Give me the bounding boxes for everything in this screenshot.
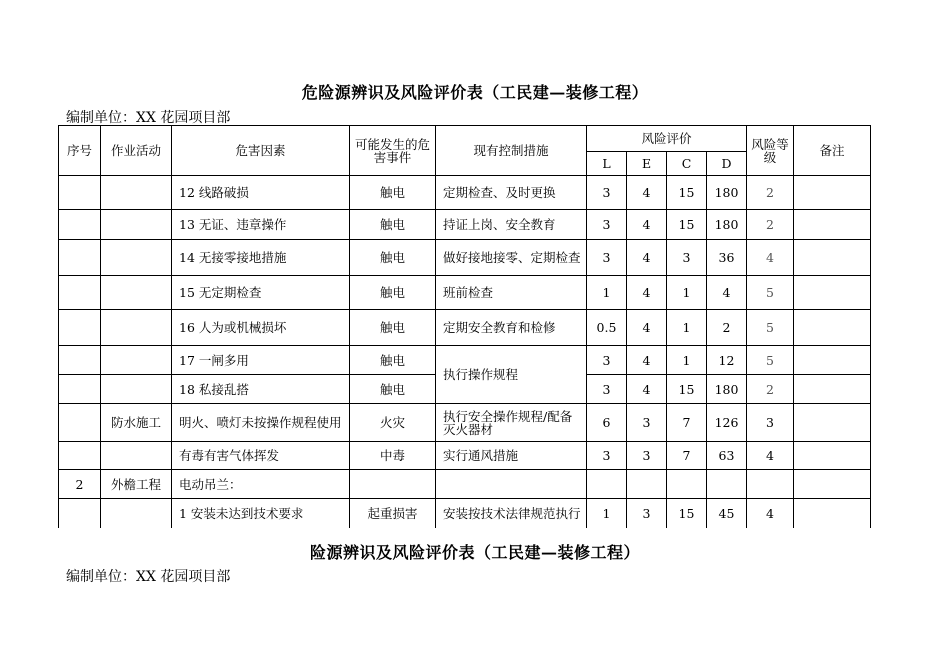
cell-hazard: 13 无证、违章操作 bbox=[172, 210, 350, 240]
cell-C bbox=[667, 470, 707, 499]
cell-activity bbox=[101, 375, 172, 404]
cell-activity bbox=[101, 346, 172, 375]
cell-measure: 班前检查 bbox=[436, 276, 587, 310]
cell-C: 15 bbox=[667, 210, 707, 240]
cell-event: 触电 bbox=[350, 210, 436, 240]
cell-measure: 定期检查、及时更换 bbox=[436, 176, 587, 210]
cell-activity bbox=[101, 442, 172, 470]
cell-level: 5 bbox=[747, 346, 794, 375]
cell-hazard: 电动吊兰： bbox=[172, 470, 350, 499]
cell-activity bbox=[101, 499, 172, 528]
cell-seq bbox=[59, 176, 101, 210]
cell-E: 4 bbox=[627, 310, 667, 346]
cell-seq bbox=[59, 276, 101, 310]
cell-event: 触电 bbox=[350, 346, 436, 375]
header-D: D bbox=[707, 152, 747, 176]
header-L: L bbox=[587, 152, 627, 176]
cell-E: 3 bbox=[627, 442, 667, 470]
cell-seq: 2 bbox=[59, 470, 101, 499]
cell-hazard: 17 一闸多用 bbox=[172, 346, 350, 375]
header-remark: 备注 bbox=[794, 126, 871, 176]
table-row bbox=[59, 210, 871, 240]
cell-remark bbox=[794, 240, 871, 276]
cell-D: 12 bbox=[707, 346, 747, 375]
cell-activity: 外檐工程 bbox=[101, 470, 172, 499]
cell-E: 4 bbox=[627, 240, 667, 276]
cell-hazard: 有毒有害气体挥发 bbox=[172, 442, 350, 470]
table-row bbox=[59, 499, 871, 528]
cell-event: 起重损害 bbox=[350, 499, 436, 528]
cell-activity bbox=[101, 176, 172, 210]
cell-D: 180 bbox=[707, 375, 747, 404]
cell-E: 4 bbox=[627, 375, 667, 404]
cell-seq bbox=[59, 404, 101, 442]
header-hazard: 危害因素 bbox=[172, 126, 350, 176]
cell-hazard: 1 安装未达到技术要求 bbox=[172, 499, 350, 528]
cell-level: 5 bbox=[747, 310, 794, 346]
cell-level: 4 bbox=[747, 442, 794, 470]
cell-D: 4 bbox=[707, 276, 747, 310]
cell-L: 3 bbox=[587, 210, 627, 240]
cell-L: 3 bbox=[587, 442, 627, 470]
cell-seq bbox=[59, 210, 101, 240]
cell-L: 3 bbox=[587, 240, 627, 276]
cell-seq bbox=[59, 310, 101, 346]
cell-seq bbox=[59, 442, 101, 470]
cell-E: 4 bbox=[627, 276, 667, 310]
cell-hazard: 12 线路破损 bbox=[172, 176, 350, 210]
cell-L: 1 bbox=[587, 276, 627, 310]
cell-C: 15 bbox=[667, 375, 707, 404]
table-row bbox=[59, 276, 871, 310]
cell-level: 4 bbox=[747, 240, 794, 276]
cell-event: 触电 bbox=[350, 240, 436, 276]
cell-activity: 防水施工 bbox=[101, 404, 172, 442]
table-title: 危险源辨识及风险评价表（工民建—装修工程） bbox=[301, 83, 649, 102]
compiling-unit-continued: 编制单位：XX 花园项目部 bbox=[66, 569, 231, 585]
cell-measure: 执行安全操作规程/配备灭火器材 bbox=[436, 404, 587, 442]
header-level: 风险等级 bbox=[747, 126, 794, 176]
cell-seq bbox=[59, 240, 101, 276]
cell-measure: 安装按技术法律规范执行 bbox=[436, 499, 587, 528]
cell-L: 1 bbox=[587, 499, 627, 528]
cell-C: 1 bbox=[667, 346, 707, 375]
table-row bbox=[59, 310, 871, 346]
header-measures: 现有控制措施 bbox=[436, 126, 587, 176]
cell-activity bbox=[101, 310, 172, 346]
cell-level bbox=[747, 470, 794, 499]
header-possible-event: 可能发生的危害事件 bbox=[350, 126, 436, 176]
header-activity: 作业活动 bbox=[101, 126, 172, 176]
cell-remark bbox=[794, 346, 871, 375]
cell-E: 4 bbox=[627, 176, 667, 210]
table-row bbox=[59, 442, 871, 470]
cell-measure: 做好接地接零、定期检查 bbox=[436, 240, 587, 276]
cell-C: 1 bbox=[667, 310, 707, 346]
cell-C: 7 bbox=[667, 442, 707, 470]
cell-remark bbox=[794, 176, 871, 210]
cell-event: 触电 bbox=[350, 375, 436, 404]
cell-hazard: 18 私接乱搭 bbox=[172, 375, 350, 404]
cell-hazard: 14 无接零接地措施 bbox=[172, 240, 350, 276]
cell-C: 7 bbox=[667, 404, 707, 442]
cell-E: 4 bbox=[627, 346, 667, 375]
cell-event: 中毒 bbox=[350, 442, 436, 470]
cell-measure: 执行操作规程 bbox=[436, 346, 587, 404]
risk-assessment-table bbox=[58, 125, 871, 528]
cell-D: 126 bbox=[707, 404, 747, 442]
cell-L: 3 bbox=[587, 375, 627, 404]
table-row bbox=[59, 404, 871, 442]
cell-L: 3 bbox=[587, 346, 627, 375]
cell-event: 火灾 bbox=[350, 404, 436, 442]
cell-activity bbox=[101, 210, 172, 240]
cell-remark bbox=[794, 404, 871, 442]
cell-seq bbox=[59, 499, 101, 528]
header-seq: 序号 bbox=[59, 126, 101, 176]
table-title-continued: 险源辨识及风险评价表（工民建—装修工程） bbox=[309, 543, 640, 562]
cell-D: 36 bbox=[707, 240, 747, 276]
cell-L: 6 bbox=[587, 404, 627, 442]
cell-remark bbox=[794, 310, 871, 346]
cell-event: 触电 bbox=[350, 276, 436, 310]
cell-seq bbox=[59, 346, 101, 375]
cell-level: 5 bbox=[747, 276, 794, 310]
cell-C: 15 bbox=[667, 499, 707, 528]
cell-L: 3 bbox=[587, 176, 627, 210]
cell-measure: 定期安全教育和检修 bbox=[436, 310, 587, 346]
cell-E: 4 bbox=[627, 210, 667, 240]
cell-E bbox=[627, 470, 667, 499]
cell-remark bbox=[794, 276, 871, 310]
cell-hazard: 15 无定期检查 bbox=[172, 276, 350, 310]
cell-D: 2 bbox=[707, 310, 747, 346]
cell-remark bbox=[794, 470, 871, 499]
header-C: C bbox=[667, 152, 707, 176]
cell-level: 3 bbox=[747, 404, 794, 442]
cell-measure: 持证上岗、安全教育 bbox=[436, 210, 587, 240]
table-row bbox=[59, 176, 871, 210]
header-E: E bbox=[627, 152, 667, 176]
cell-D bbox=[707, 470, 747, 499]
table-row bbox=[59, 346, 871, 375]
cell-level: 2 bbox=[747, 375, 794, 404]
compiling-unit: 编制单位：XX 花园项目部 bbox=[66, 110, 231, 126]
cell-activity bbox=[101, 276, 172, 310]
cell-measure: 实行通风措施 bbox=[436, 442, 587, 470]
cell-remark bbox=[794, 210, 871, 240]
cell-D: 45 bbox=[707, 499, 747, 528]
cell-measure bbox=[436, 470, 587, 499]
cell-C: 15 bbox=[667, 176, 707, 210]
table-row bbox=[59, 240, 871, 276]
header-risk-eval: 风险评价 bbox=[587, 126, 747, 152]
cell-remark bbox=[794, 442, 871, 470]
table-row bbox=[59, 470, 871, 499]
cell-L: 0.5 bbox=[587, 310, 627, 346]
cell-E: 3 bbox=[627, 499, 667, 528]
cell-D: 180 bbox=[707, 176, 747, 210]
cell-seq bbox=[59, 375, 101, 404]
cell-D: 63 bbox=[707, 442, 747, 470]
cell-event: 触电 bbox=[350, 176, 436, 210]
cell-event bbox=[350, 470, 436, 499]
cell-C: 1 bbox=[667, 276, 707, 310]
cell-D: 180 bbox=[707, 210, 747, 240]
cell-event: 触电 bbox=[350, 310, 436, 346]
cell-activity bbox=[101, 240, 172, 276]
cell-hazard: 明火、喷灯未按操作规程使用 bbox=[172, 404, 350, 442]
cell-L bbox=[587, 470, 627, 499]
cell-E: 3 bbox=[627, 404, 667, 442]
cell-level: 2 bbox=[747, 210, 794, 240]
cell-remark bbox=[794, 375, 871, 404]
cell-remark bbox=[794, 499, 871, 528]
cell-level: 4 bbox=[747, 499, 794, 528]
cell-hazard: 16 人为或机械损坏 bbox=[172, 310, 350, 346]
cell-level: 2 bbox=[747, 176, 794, 210]
cell-C: 3 bbox=[667, 240, 707, 276]
